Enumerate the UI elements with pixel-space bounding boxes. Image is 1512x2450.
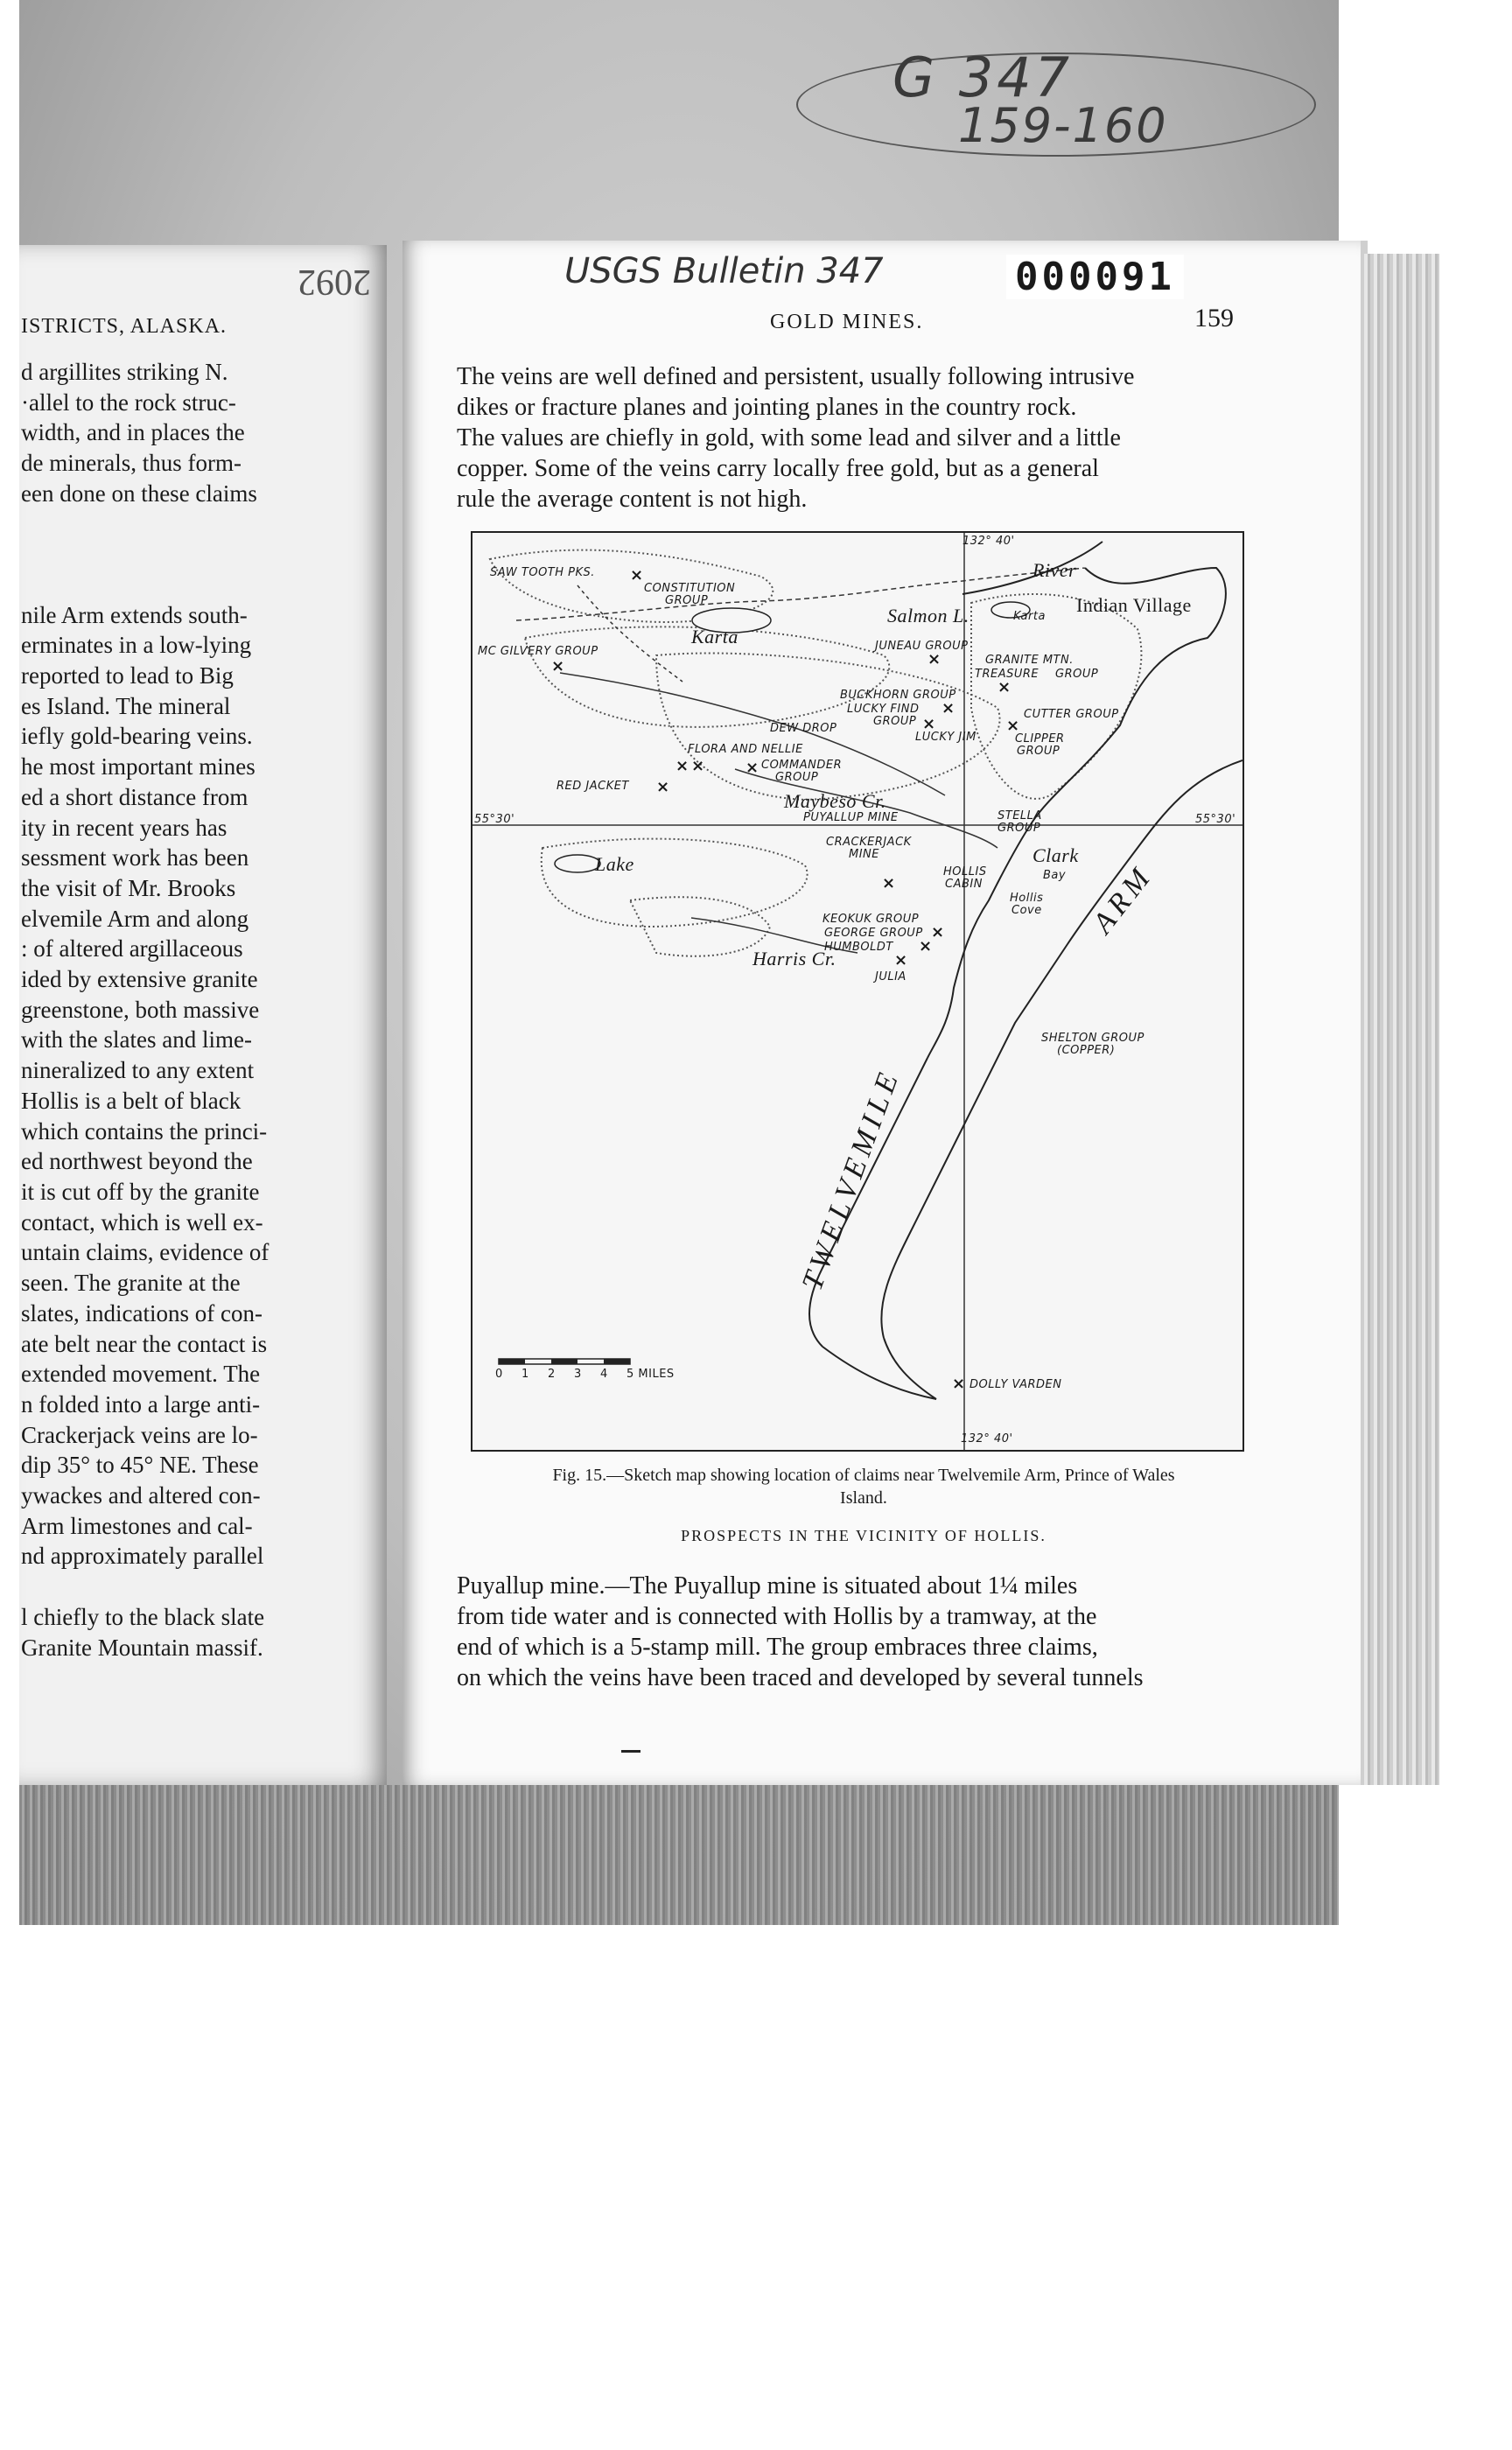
label-lucky-find-group: GROUP — [873, 715, 917, 728]
left-page-line: ed a short distance from — [21, 783, 248, 810]
intro-line: The values are chiefly in gold, with some lead and silver and a little — [457, 424, 1121, 452]
label-mcgilvery: MC GILVERY GROUP — [478, 645, 598, 658]
intro-line: copper. Some of the veins carry locally free gold, but as a general — [457, 455, 1099, 482]
label-buckhorn: BUCKHORN GROUP — [840, 689, 956, 702]
label-lucky-find: LUCKY FIND — [847, 703, 920, 716]
claim-marker: × — [931, 923, 945, 942]
left-page-line — [21, 509, 378, 540]
left-page-text — [21, 357, 378, 1662]
label-crackerjack-mine: MINE — [849, 848, 879, 861]
handwritten-reference — [788, 18, 1330, 166]
left-page-line: untain claims, evidence of — [21, 1239, 270, 1266]
label-treasure-group: GROUP — [1055, 668, 1099, 681]
caption-line-2: Island. — [840, 1488, 887, 1508]
label-juneau: JUNEAU GROUP — [875, 640, 969, 653]
label-stella: STELLA — [998, 809, 1042, 822]
claim-marker: × — [998, 678, 1012, 696]
left-page-line: reported to lead to Big — [21, 662, 234, 690]
left-page-line: with the slates and lime- — [21, 1026, 252, 1054]
left-page-line: sessment work has been — [21, 844, 249, 872]
label-lucky-jim: LUCKY JIM — [915, 731, 976, 744]
section-heading: PROSPECTS IN THE VICINITY OF HOLLIS. — [681, 1527, 1046, 1544]
claim-marker: × — [1006, 717, 1020, 735]
puyallup-paragraph — [457, 1571, 1244, 1693]
map-lat-right: 55°30' — [1195, 813, 1236, 826]
label-dew-drop: DEW DROP — [770, 722, 837, 735]
left-page-line: contact, which is well ex- — [21, 1208, 263, 1236]
intro-line: rule the average content is not high. — [457, 486, 808, 513]
left-page-header: ISTRICTS, ALASKA. — [21, 315, 228, 338]
left-page-line: d argillites striking N. — [21, 359, 228, 385]
left-page-line: nile Arm extends south- — [21, 601, 248, 628]
left-page-line: it is cut off by the granite — [21, 1178, 260, 1205]
right-page — [402, 241, 1361, 1785]
claim-marker: × — [691, 757, 705, 775]
label-humboldt: HUMBOLDT — [824, 941, 893, 954]
sketch-map — [471, 531, 1244, 1452]
left-page-line — [21, 1572, 378, 1602]
left-page-line: Arm limestones and cal- — [21, 1512, 253, 1539]
label-salmon-lake: Salmon L. — [887, 605, 970, 626]
label-maybeso: Maybeso Cr. — [784, 790, 886, 812]
claim-marker: × — [656, 778, 670, 796]
claim-marker: × — [746, 759, 760, 777]
claim-marker: × — [922, 715, 936, 733]
running-head: GOLD MINES. — [770, 311, 924, 333]
left-page-line: nineralized to any extent — [21, 1057, 255, 1084]
puyallup-line: from tide water and is connected with Hollis by a tramway, at the — [457, 1603, 1097, 1630]
left-page-line: he most important mines — [21, 753, 256, 780]
page-code: 000091 — [1006, 255, 1184, 299]
left-page-line: ity in recent years has — [21, 814, 228, 841]
claim-marker: × — [942, 699, 956, 718]
left-page-line: ided by extensive granite — [21, 966, 258, 993]
left-page-line: een done on these claims — [21, 480, 257, 507]
scale-bar — [499, 1359, 630, 1364]
page-edges — [1361, 254, 1439, 1785]
puyallup-line: Puyallup mine.—The Puyallup mine is situated about 1¼ miles — [457, 1572, 1078, 1600]
caption-line-1: Fig. 15.—Sketch map showing location of claims near Twelvemile Arm, Prince of Wales — [552, 1466, 1175, 1485]
left-page-line: ed northwest beyond the — [21, 1148, 253, 1175]
page-mark — [621, 1750, 640, 1753]
puyallup-line: on which the veins have been traced and developed by several tunnels — [457, 1664, 1144, 1691]
label-arm: ARM — [1086, 858, 1160, 940]
label-shelton-copper: (COPPER) — [1057, 1044, 1116, 1057]
label-cutter: CUTTER GROUP — [1024, 708, 1119, 721]
label-saw-tooth: SAW TOOTH PKS. — [490, 566, 595, 579]
claim-marker: × — [919, 937, 933, 956]
claim-marker: × — [630, 566, 644, 584]
left-page-line: elvemile Arm and along — [21, 905, 249, 932]
left-page-line: Granite Mountain massif. — [21, 1634, 263, 1661]
left-page-line: : of altered argillaceous — [21, 935, 243, 962]
label-constitution-group: GROUP — [665, 594, 709, 607]
label-puyallup: PUYALLUP MINE — [803, 811, 899, 824]
label-twelvemile: TWELVEMILE — [795, 1064, 906, 1295]
label-granite-mtn: GRANITE MTN. — [985, 654, 1074, 667]
scan-bottom-edge — [19, 1785, 1339, 1925]
left-page-line: ywackes and altered con- — [21, 1482, 261, 1509]
page-number: 159 — [1194, 304, 1234, 332]
label-hollis-cove: Hollis — [1010, 892, 1044, 905]
left-page-line: iefly gold-bearing veins. — [21, 723, 253, 750]
label-red-jacket: RED JACKET — [556, 780, 629, 793]
handwritten-note: USGS Bulletin 347 — [564, 251, 884, 291]
figure-caption — [457, 1464, 1270, 1509]
label-river: River — [1032, 559, 1077, 581]
label-harris: Harris Cr. — [752, 948, 836, 970]
scale-tick-5: 5 MILES — [626, 1368, 675, 1381]
label-clark: Clark — [1032, 844, 1079, 866]
label-karta-b: Karta — [1013, 610, 1046, 623]
label-shelton: SHELTON GROUP — [1041, 1032, 1144, 1045]
left-page-line: es Island. The mineral — [21, 692, 231, 719]
intro-line: dikes or fracture planes and jointing planes in the country rock. — [457, 394, 1077, 421]
puyallup-line: end of which is a 5-stamp mill. The group embraces three claims, — [457, 1634, 1098, 1661]
left-page-line: seen. The granite at the — [21, 1270, 241, 1297]
left-page-line: greenstone, both massive — [21, 996, 260, 1023]
label-stella-group: GROUP — [998, 822, 1041, 835]
left-page-line: extended movement. The — [21, 1361, 261, 1388]
scale-tick-2: 2 — [548, 1368, 556, 1381]
scale-tick-1: 1 — [522, 1368, 529, 1381]
map-lon-bottom: 132° 40' — [961, 1432, 1013, 1446]
left-page-line: n folded into a large anti- — [21, 1390, 261, 1418]
label-lake: Lake — [595, 853, 634, 875]
left-page-line: the visit of Mr. Brooks — [21, 874, 236, 901]
map-lon-top: 132° 40' — [962, 535, 1015, 548]
label-george: GEORGE GROUP — [824, 927, 923, 940]
label-commander: COMMANDER — [761, 759, 843, 772]
left-page-line: Hollis is a belt of black — [21, 1087, 242, 1114]
intro-paragraph — [457, 361, 1244, 514]
claim-marker: × — [551, 657, 565, 676]
left-page-line: erminates in a low-lying — [21, 632, 252, 659]
left-page-line: ate belt near the contact is — [21, 1330, 268, 1357]
label-keokuk: KEOKUK GROUP — [822, 913, 920, 926]
left-page-line: width, and in places the — [21, 419, 245, 446]
left-page-line: Crackerjack veins are lo- — [21, 1421, 258, 1448]
intro-line: The veins are well defined and persistent, usually following intrusive — [457, 363, 1135, 390]
claim-marker: × — [952, 1375, 966, 1393]
label-hollis: HOLLIS — [943, 865, 987, 878]
scale-tick-0: 0 — [495, 1368, 503, 1381]
label-karta: Karta — [691, 626, 738, 648]
left-page-line: l chiefly to the black slate — [21, 1603, 265, 1630]
map-drawing — [472, 533, 1242, 1450]
claim-marker: × — [882, 874, 896, 892]
label-dolly-varden: DOLLY VARDEN — [970, 1378, 1062, 1391]
label-flora-nellie: FLORA AND NELLIE — [688, 743, 803, 756]
scale-tick-3: 3 — [574, 1368, 582, 1381]
left-page-line: dip 35° to 45° NE. These — [21, 1452, 259, 1479]
label-commander-group: GROUP — [775, 771, 819, 784]
claim-marker: × — [894, 951, 908, 970]
left-page-line: nd approximately parallel — [21, 1543, 264, 1570]
label-bay: Bay — [1043, 869, 1067, 882]
map-lat-left: 55°30' — [474, 813, 515, 826]
label-cove: Cove — [1012, 904, 1042, 917]
label-clipper: CLIPPER — [1015, 732, 1065, 746]
left-page-line: ·allel to the rock struc- — [21, 388, 236, 416]
handwritten-line2: 159-160 — [958, 98, 1168, 153]
left-page-line: slates, indications of con- — [21, 1299, 262, 1326]
left-page-line — [21, 539, 378, 570]
label-indian-village: Indian Village — [1076, 594, 1192, 616]
label-treasure: TREASURE — [975, 668, 1040, 681]
scale-tick-4: 4 — [600, 1368, 608, 1381]
label-constitution: CONSTITUTION — [644, 582, 736, 595]
left-page-line: de minerals, thus form- — [21, 450, 242, 477]
left-page-line — [21, 570, 378, 600]
claim-marker: × — [676, 757, 690, 775]
label-cabin: CABIN — [945, 878, 983, 891]
left-page-line: which contains the princi- — [21, 1117, 268, 1144]
handwritten-line1: G 347 — [892, 46, 1074, 109]
left-page-stamp: 2092 — [298, 262, 371, 302]
label-clipper-group: GROUP — [1017, 745, 1060, 758]
label-julia: JULIA — [875, 970, 906, 984]
claim-marker: × — [928, 650, 942, 668]
left-page — [19, 245, 387, 1785]
label-crackerjack: CRACKERJACK — [826, 836, 912, 849]
